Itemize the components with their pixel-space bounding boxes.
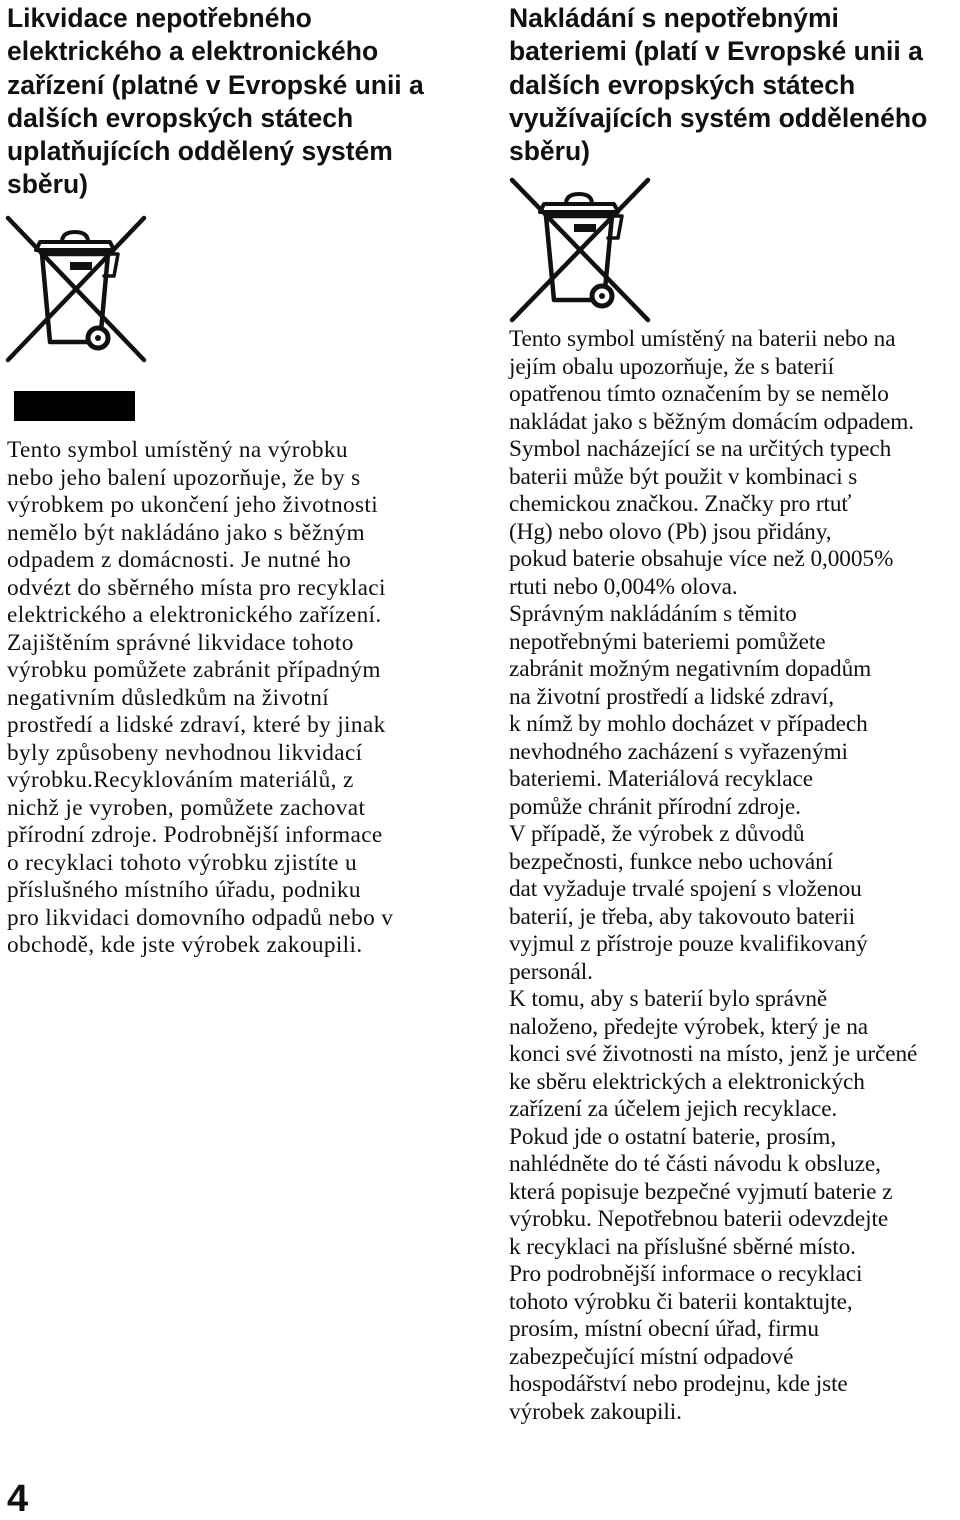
left-body-container — [7, 437, 459, 960]
crossed-out-wheelie-bin-icon — [508, 176, 654, 324]
battery-body-text: Tento symbol umístěný na baterii nebo na jejím obalu upozorňuje, že s baterií opatřenou tímto označením by se nemělo nakládat jako s běžným domácím odpadem. Symbol nacházející se na určitých typech baterii může být použit v kombinaci s chemickou značkou. Značky pro rtuť (Hg) nebo olovo (Pb) jsou přidány, pokud baterie obsahuje více než 0,0005% rtuti nebo 0,004% olova. Správným nakládáním s těmito nepotřebnými bateriemi pomůžete zabránit možným negativním dopadům na životní prostředí a lidské zdraví, k nímž by mohlo docházet v případech nevhodného zacházení s vyřazenými bateriemi. Materiálová recyklace pomůže chránit přírodní zdroje. V případě, že výrobek z důvodů bezpečnosti, funkce nebo uchování dat vyžaduje trvalé spojení s vloženou baterií, je třeba, aby takovouto baterii vyjmul z přístroje pouze kvalifikovaný personál. K tomu, aby s baterií bylo správně naloženo, předejte výrobek, který je na konci své životnosti na místo, jenž je určené ke sběru elektrických a elektronických zařízení za účelem jejich recyklace. Pokud jde o ostatní baterie, prosím, nahlédněte do té části návodu k obsluze, která popisuje bezpečné vyjmutí baterie z výrobku. Nepotřebnou baterii odevzdejte k recyklaci na příslušné sběrné místo. Pro podrobnější informace o recyklaci tohoto výrobku či baterii kontaktujte, prosím, místní obecní úřad, firmu zabezpečující místní odpadové hospodářství nebo prodejnu, kde jste výrobek zakoupili. — [509, 326, 918, 1425]
weee-heading: Likvidace nepotřebného elektrického a elektronického zařízení (platné v Evropské unii a dalších evropských státech uplatňujících oddělený systém sběru) — [7, 3, 424, 200]
battery-heading: Nakládání s nepotřebnými bateriemi (platí v Evropské unii a dalších evropských státech využívajících systém odděleného sběru) — [509, 3, 928, 167]
right-body-container — [509, 326, 960, 1426]
crossed-out-wheelie-bin-icon — [4, 214, 150, 366]
page-number: 4 — [7, 1478, 29, 1520]
black-bar — [14, 391, 135, 421]
weee-body-text: Tento symbol umístěný na výrobku nebo jeho balení upozorňuje, že by s výrobkem po ukončení jeho životnosti nemělo být nakládáno jako s běžným odpadem z domácnosti. Je nutné ho odvézt do sběrného místa pro recyklaci elektrického a elektronického zařízení. Zajištěním správné likvidace tohoto výrobku pomůžete zabránit případným negativním důsledkům na životní prostředí a lidské zdraví, které by jinak byly způsobeny nevhodnou likvidací výrobku.Recyklováním materiálů, z nichž je vyroben, pomůžete zachovat přírodní zdroje. Podrobnější informace o recyklaci tohoto výrobku zjistíte u příslušného místního úřadu, podniku pro likvidaci domovního odpadů nebo v obchodě, kde jste výrobek zakoupili. — [7, 437, 394, 958]
left-column — [7, 0, 459, 202]
right-column — [509, 0, 960, 168]
